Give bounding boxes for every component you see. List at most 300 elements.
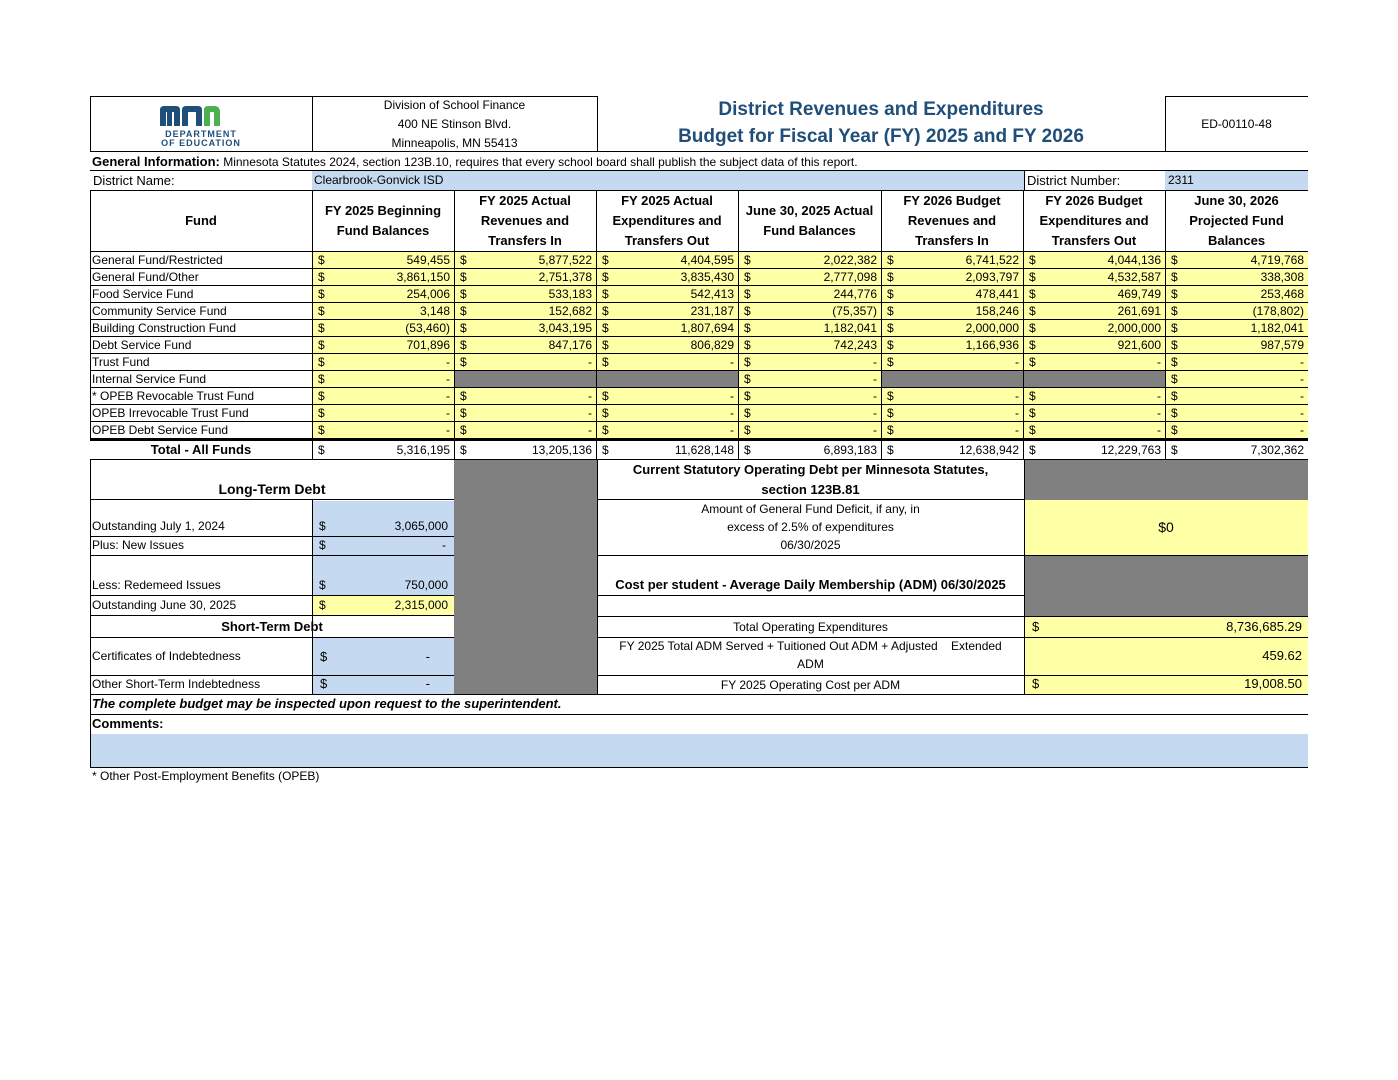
currency-symbol: $ <box>1029 253 1036 267</box>
amount-value: - <box>1300 372 1304 386</box>
currency-symbol: $ <box>887 253 894 267</box>
amount-value: 6,741,522 <box>965 253 1019 267</box>
fund-1-col-1[interactable] <box>312 269 454 286</box>
amount-value: 847,176 <box>548 338 592 352</box>
currency-symbol: $ <box>1029 389 1036 403</box>
amount-value: - <box>873 355 877 369</box>
std-cert-label: Certificates of Indebtedness <box>92 649 241 663</box>
fund-6-col-1[interactable] <box>312 354 454 371</box>
fund-8-col-1[interactable] <box>312 388 454 405</box>
currency-symbol: $ <box>602 389 609 403</box>
amount-value: 1,182,041 <box>1250 321 1304 335</box>
currency-symbol: $ <box>744 304 751 318</box>
currency-symbol: $ <box>602 304 609 318</box>
fund-4-col-4[interactable] <box>738 320 881 337</box>
currency-symbol: $ <box>1171 270 1178 284</box>
fund-row <box>90 320 1308 337</box>
fund-name: Internal Service Fund <box>92 372 207 386</box>
fund-4-col-6[interactable] <box>1023 320 1165 337</box>
currency-symbol: $ <box>460 304 467 318</box>
std-cert-field[interactable] <box>312 638 454 675</box>
currency-symbol: $ <box>1029 355 1036 369</box>
fund-7-col-7[interactable] <box>1165 371 1308 388</box>
currency-symbol: $ <box>318 389 325 403</box>
amount-value: - <box>1015 423 1019 437</box>
amount-value: 2,751,378 <box>538 270 592 284</box>
fund-row <box>90 337 1308 354</box>
fund-4-col-2[interactable] <box>454 320 596 337</box>
amount-value: - <box>730 423 734 437</box>
amount-value: 12,229,763 <box>1100 443 1161 457</box>
col-header-c7: June 30, 2026 Projected Fund Balances <box>1189 193 1284 248</box>
col-header-c2: FY 2025 Actual Revenues and Transfers In <box>479 193 571 248</box>
total-col-2[interactable] <box>454 441 596 459</box>
fund-1-col-5[interactable] <box>881 269 1023 286</box>
currency-symbol: $ <box>602 270 609 284</box>
amount-value: 12,638,942 <box>958 443 1019 457</box>
fund-7-col-3 <box>596 371 738 388</box>
fund-1-col-6[interactable] <box>1023 269 1165 286</box>
amount-value: 253,468 <box>1260 287 1304 301</box>
currency-symbol: $ <box>1171 372 1178 386</box>
std-cert-value: - <box>425 649 430 664</box>
amount-value: - <box>1015 406 1019 420</box>
amount-value: 806,829 <box>690 338 734 352</box>
std-other-value: - <box>425 676 430 691</box>
currency-symbol: $ <box>318 253 325 267</box>
fund-8-col-6[interactable] <box>1023 388 1165 405</box>
currency-symbol: $ <box>318 372 325 386</box>
fund-3-col-4[interactable] <box>738 303 881 320</box>
currency-symbol: $ <box>318 270 325 284</box>
std-other-label: Other Short-Term Indebtedness <box>92 677 261 691</box>
opeb-footnote: * Other Post-Employment Benefits (OPEB) <box>92 769 320 783</box>
fund-name: * OPEB Revocable Trust Fund <box>92 389 255 403</box>
amount-value: 4,532,587 <box>1107 270 1161 284</box>
comments-label: Comments: <box>92 716 164 731</box>
fund-1-col-3[interactable] <box>596 269 738 286</box>
ltd-end-value: 2,315,000 <box>394 598 448 612</box>
title-line-1: District Revenues and Expenditures <box>718 99 1044 120</box>
currency-symbol: $ <box>1171 321 1178 335</box>
total-col-1[interactable] <box>312 441 454 459</box>
fund-name: Community Service Fund <box>92 304 227 318</box>
fund-3-col-7[interactable] <box>1165 303 1308 320</box>
currency-symbol: $ <box>319 598 326 612</box>
currency-symbol: $ <box>602 253 609 267</box>
fund-0-col-2[interactable] <box>454 252 596 269</box>
currency-symbol: $ <box>887 304 894 318</box>
fund-5-col-4[interactable] <box>738 337 881 354</box>
total-col-6[interactable] <box>1023 441 1165 459</box>
fund-name: Building Construction Fund <box>92 321 237 335</box>
currency-symbol: $ <box>460 253 467 267</box>
currency-symbol: $ <box>744 389 751 403</box>
fund-1-col-4[interactable] <box>738 269 881 286</box>
currency-symbol: $ <box>320 649 328 664</box>
amount-value: 254,006 <box>406 287 450 301</box>
ltd-end-label: Outstanding June 30, 2025 <box>92 598 237 612</box>
fund-4-col-1[interactable] <box>312 320 454 337</box>
currency-symbol: $ <box>744 270 751 284</box>
fund-0-col-6[interactable] <box>1023 252 1165 269</box>
currency-symbol: $ <box>887 443 894 457</box>
fund-row <box>90 252 1308 269</box>
amount-value: - <box>446 372 450 386</box>
amount-value: 2,000,000 <box>965 321 1019 335</box>
cost-field <box>1024 676 1308 694</box>
general-info <box>92 153 1308 170</box>
amount-value: 3,043,195 <box>538 321 592 335</box>
cost-value: 19,008.50 <box>1244 676 1302 691</box>
total-op-field <box>1024 617 1308 637</box>
fund-0-col-5[interactable] <box>881 252 1023 269</box>
amount-value: 542,413 <box>690 287 734 301</box>
fund-3-col-6[interactable] <box>1023 303 1165 320</box>
fund-4-col-5[interactable] <box>881 320 1023 337</box>
currency-symbol: $ <box>602 287 609 301</box>
amount-value: - <box>446 406 450 420</box>
currency-symbol: $ <box>887 270 894 284</box>
fund-6-col-4[interactable] <box>738 354 881 371</box>
amount-value: - <box>588 423 592 437</box>
fund-8-col-3[interactable] <box>596 388 738 405</box>
currency-symbol: $ <box>1171 253 1178 267</box>
fund-5-col-6[interactable] <box>1023 337 1165 354</box>
deficit-label: Amount of General Fund Deficit, if any, in excess of 2.5% of expenditures 06/30/2025 <box>701 502 920 552</box>
fund-row <box>90 388 1308 405</box>
fund-name: OPEB Debt Service Fund <box>92 423 229 437</box>
district-number-label: District Number: <box>1027 173 1121 188</box>
currency-symbol: $ <box>1029 338 1036 352</box>
amount-value: - <box>730 406 734 420</box>
currency-symbol: $ <box>887 423 894 437</box>
district-number-field[interactable] <box>1165 171 1308 190</box>
fund-8-col-4[interactable] <box>738 388 881 405</box>
currency-symbol: $ <box>744 355 751 369</box>
cost-per-student-title: Cost per student - Average Daily Membership (ADM) 06/30/2025 <box>615 577 1006 592</box>
fund-7-col-6 <box>1023 371 1165 388</box>
short-term-debt-title: Short-Term Debt <box>221 619 323 634</box>
currency-symbol: $ <box>460 443 467 457</box>
fund-name: Food Service Fund <box>92 287 194 301</box>
fund-2-col-5[interactable] <box>881 286 1023 303</box>
std-other-field[interactable] <box>312 676 454 694</box>
ltd-new-field[interactable] <box>312 537 454 555</box>
fund-4-col-3[interactable] <box>596 320 738 337</box>
fund-8-col-2[interactable] <box>454 388 596 405</box>
currency-symbol: $ <box>1171 406 1178 420</box>
currency-symbol: $ <box>318 287 325 301</box>
col-header-c3: FY 2025 Actual Expenditures and Transfers Out <box>612 193 722 248</box>
division-block <box>312 96 597 152</box>
address-line-1: 400 NE Stinson Blvd. <box>397 117 512 131</box>
fund-2-col-7[interactable] <box>1165 286 1308 303</box>
currency-symbol: $ <box>887 406 894 420</box>
amount-value: 701,896 <box>406 338 450 352</box>
report-title <box>597 96 1165 152</box>
amount-value: 6,893,183 <box>823 443 877 457</box>
fund-0-col-7[interactable] <box>1165 252 1308 269</box>
amount-value: - <box>873 423 877 437</box>
fund-2-col-1[interactable] <box>312 286 454 303</box>
currency-symbol: $ <box>319 538 326 552</box>
fund-name: General Fund/Restricted <box>92 253 223 267</box>
fund-3-col-5[interactable] <box>881 303 1023 320</box>
amount-value: 2,000,000 <box>1107 321 1161 335</box>
ltd-end-field <box>312 596 454 615</box>
ltd-new-value: - <box>442 538 446 552</box>
currency-symbol: $ <box>744 406 751 420</box>
amount-value: 1,182,041 <box>823 321 877 335</box>
fund-7-col-4[interactable] <box>738 371 881 388</box>
comments-field[interactable] <box>90 734 1308 767</box>
amount-value: 3,835,430 <box>680 270 734 284</box>
currency-symbol: $ <box>602 338 609 352</box>
amount-value: - <box>1015 389 1019 403</box>
fund-9-col-2[interactable] <box>454 405 596 422</box>
ltd-redeemed-field[interactable] <box>312 556 454 595</box>
district-number-value: 2311 <box>1168 173 1194 187</box>
fund-name: General Fund/Other <box>92 270 199 284</box>
amount-value: (75,357) <box>832 304 877 318</box>
amount-value: 3,861,150 <box>396 270 450 284</box>
amount-value: - <box>446 355 450 369</box>
amount-value: - <box>1015 355 1019 369</box>
fund-6-col-3[interactable] <box>596 354 738 371</box>
district-number-label-cell <box>1024 171 1165 190</box>
division-name: Division of School Finance <box>383 98 526 112</box>
total-row <box>90 441 1308 459</box>
amount-value: 2,777,098 <box>823 270 877 284</box>
fund-9-col-1[interactable] <box>312 405 454 422</box>
amount-value: - <box>873 389 877 403</box>
fund-6-col-2[interactable] <box>454 354 596 371</box>
currency-symbol: $ <box>602 443 609 457</box>
amount-value: 158,246 <box>975 304 1019 318</box>
currency-symbol: $ <box>1029 304 1036 318</box>
amount-value: 152,682 <box>548 304 592 318</box>
fund-6-col-6[interactable] <box>1023 354 1165 371</box>
amount-value: - <box>1300 406 1304 420</box>
fund-10-col-5[interactable] <box>881 422 1023 439</box>
currency-symbol: $ <box>887 355 894 369</box>
col-header-c1: FY 2025 Beginning Fund Balances <box>324 203 442 238</box>
fund-3-col-3[interactable] <box>596 303 738 320</box>
long-term-debt-title: Long-Term Debt <box>218 481 326 497</box>
fund-1-col-2[interactable] <box>454 269 596 286</box>
amount-value: - <box>588 389 592 403</box>
fund-7-col-1[interactable] <box>312 371 454 388</box>
amount-value: 4,044,136 <box>1107 253 1161 267</box>
currency-symbol: $ <box>1029 270 1036 284</box>
fund-9-col-7[interactable] <box>1165 405 1308 422</box>
currency-symbol: $ <box>318 443 325 457</box>
amount-value: 5,877,522 <box>538 253 592 267</box>
fund-row <box>90 354 1308 371</box>
total-label: Total - All Funds <box>150 442 252 457</box>
fund-10-col-2[interactable] <box>454 422 596 439</box>
fund-2-col-2[interactable] <box>454 286 596 303</box>
fund-2-col-3[interactable] <box>596 286 738 303</box>
amount-value: 261,691 <box>1117 304 1161 318</box>
currency-symbol: $ <box>1029 287 1036 301</box>
amount-value: 13,205,136 <box>531 443 592 457</box>
amount-value: 4,719,768 <box>1250 253 1304 267</box>
fund-9-col-4[interactable] <box>738 405 881 422</box>
amount-value: 5,316,195 <box>396 443 450 457</box>
amount-value: 231,187 <box>690 304 734 318</box>
fund-9-col-6[interactable] <box>1023 405 1165 422</box>
adm-value: 459.62 <box>1262 648 1302 663</box>
currency-symbol: $ <box>602 321 609 335</box>
currency-symbol: $ <box>460 270 467 284</box>
amount-value: - <box>588 355 592 369</box>
fund-9-col-3[interactable] <box>596 405 738 422</box>
fund-row <box>90 371 1308 388</box>
gray-block-2 <box>1024 556 1308 616</box>
currency-symbol: $ <box>744 372 751 386</box>
total-op-label: Total Operating Expenditures <box>733 620 888 634</box>
fund-3-col-2[interactable] <box>454 303 596 320</box>
amount-value: 2,093,797 <box>965 270 1019 284</box>
statutory-title: Current Statutory Operating Debt per Minnesota Statutes, section 123B.81 <box>632 462 989 497</box>
currency-symbol: $ <box>1032 676 1040 691</box>
currency-symbol: $ <box>318 406 325 420</box>
fund-2-col-6[interactable] <box>1023 286 1165 303</box>
currency-symbol: $ <box>887 321 894 335</box>
currency-symbol: $ <box>460 338 467 352</box>
fund-0-col-3[interactable] <box>596 252 738 269</box>
currency-symbol: $ <box>744 443 751 457</box>
amount-value: - <box>873 372 877 386</box>
total-col-4[interactable] <box>738 441 881 459</box>
fund-5-col-7[interactable] <box>1165 337 1308 354</box>
amount-value: (53,460) <box>405 321 450 335</box>
currency-symbol: $ <box>602 355 609 369</box>
currency-symbol: $ <box>460 389 467 403</box>
currency-symbol: $ <box>602 406 609 420</box>
currency-symbol: $ <box>744 321 751 335</box>
currency-symbol: $ <box>1171 304 1178 318</box>
total-col-5[interactable] <box>881 441 1023 459</box>
fund-row <box>90 422 1308 439</box>
general-info-label: General Information: <box>92 154 220 169</box>
fund-4-col-7[interactable] <box>1165 320 1308 337</box>
district-name-label-cell <box>90 171 312 190</box>
col-header-c6: FY 2026 Budget Expenditures and Transfers Out <box>1039 193 1149 248</box>
fund-row <box>90 269 1308 286</box>
fund-10-col-3[interactable] <box>596 422 738 439</box>
col-header-c4: June 30, 2025 Actual Fund Balances <box>745 203 874 238</box>
ltd-redeemed-value: 750,000 <box>404 578 448 592</box>
logo-text: DEPARTMENT <box>165 129 237 139</box>
fund-10-col-7[interactable] <box>1165 422 1308 439</box>
currency-symbol: $ <box>1171 389 1178 403</box>
fund-0-col-1[interactable] <box>312 252 454 269</box>
total-col-7[interactable] <box>1165 441 1308 459</box>
amount-value: 7,302,362 <box>1250 443 1304 457</box>
amount-value: 1,807,694 <box>680 321 734 335</box>
fund-5-col-1[interactable] <box>312 337 454 354</box>
ltd-new-label: Plus: New Issues <box>92 538 185 552</box>
fund-6-col-7[interactable] <box>1165 354 1308 371</box>
ltd-start-field[interactable] <box>312 501 454 536</box>
form-id: ED-00110-48 <box>1201 117 1272 131</box>
fund-name: OPEB Irrevocable Trust Fund <box>92 406 249 420</box>
fund-5-col-2[interactable] <box>454 337 596 354</box>
currency-symbol: $ <box>460 423 467 437</box>
fund-row <box>90 286 1308 303</box>
general-info-text: Minnesota Statutes 2024, section 123B.10, requires that every school board shall publish the subject data of this report. <box>219 155 858 169</box>
currency-symbol: $ <box>460 287 467 301</box>
fund-0-col-4[interactable] <box>738 252 881 269</box>
header <box>90 96 1308 152</box>
amount-value: - <box>730 389 734 403</box>
amount-value: 11,628,148 <box>674 443 734 457</box>
currency-symbol: $ <box>744 338 751 352</box>
total-col-3[interactable] <box>596 441 738 459</box>
col-header-fund: Fund <box>185 213 217 228</box>
amount-value: 742,243 <box>833 338 877 352</box>
currency-symbol: $ <box>1032 619 1040 634</box>
fund-5-col-3[interactable] <box>596 337 738 354</box>
amount-value: - <box>446 389 450 403</box>
amount-value: 549,455 <box>406 253 450 267</box>
fund-3-col-1[interactable] <box>312 303 454 320</box>
currency-symbol: $ <box>318 338 325 352</box>
ltd-redeemed-label: Less: Redemeed Issues <box>92 578 221 592</box>
fund-1-col-7[interactable] <box>1165 269 1308 286</box>
fund-row <box>90 303 1308 320</box>
amount-value: 244,776 <box>833 287 877 301</box>
district-name-label: District Name: <box>93 173 175 188</box>
title-line-2: Budget for Fiscal Year (FY) 2025 and FY 2026 <box>678 126 1084 147</box>
fund-10-col-6[interactable] <box>1023 422 1165 439</box>
amount-value: - <box>873 406 877 420</box>
currency-symbol: $ <box>319 519 326 533</box>
amount-value: - <box>1300 389 1304 403</box>
currency-symbol: $ <box>1171 287 1178 301</box>
amount-value: - <box>1157 406 1161 420</box>
fund-10-col-1[interactable] <box>312 422 454 439</box>
cost-label: FY 2025 Operating Cost per ADM <box>720 678 901 692</box>
fund-8-col-5[interactable] <box>881 388 1023 405</box>
currency-symbol: $ <box>1171 355 1178 369</box>
fund-5-col-5[interactable] <box>881 337 1023 354</box>
fund-10-col-4[interactable] <box>738 422 881 439</box>
amount-value: 2,022,382 <box>823 253 877 267</box>
fund-9-col-5[interactable] <box>881 405 1023 422</box>
currency-symbol: $ <box>1029 406 1036 420</box>
currency-symbol: $ <box>1171 338 1178 352</box>
currency-symbol: $ <box>318 355 325 369</box>
fund-2-col-4[interactable] <box>738 286 881 303</box>
adm-field <box>1024 638 1308 675</box>
fund-6-col-5[interactable] <box>881 354 1023 371</box>
amount-value: - <box>1157 355 1161 369</box>
fund-8-col-7[interactable] <box>1165 388 1308 405</box>
amount-value: 478,441 <box>975 287 1019 301</box>
amount-value: - <box>446 423 450 437</box>
col-header-c5: FY 2026 Budget Revenues and Transfers In <box>903 193 1001 248</box>
currency-symbol: $ <box>744 287 751 301</box>
ltd-start-label: Outstanding July 1, 2024 <box>92 519 225 533</box>
amount-value: - <box>730 355 734 369</box>
district-name-field[interactable] <box>312 171 1024 190</box>
currency-symbol: $ <box>887 389 894 403</box>
amount-value: - <box>1300 355 1304 369</box>
